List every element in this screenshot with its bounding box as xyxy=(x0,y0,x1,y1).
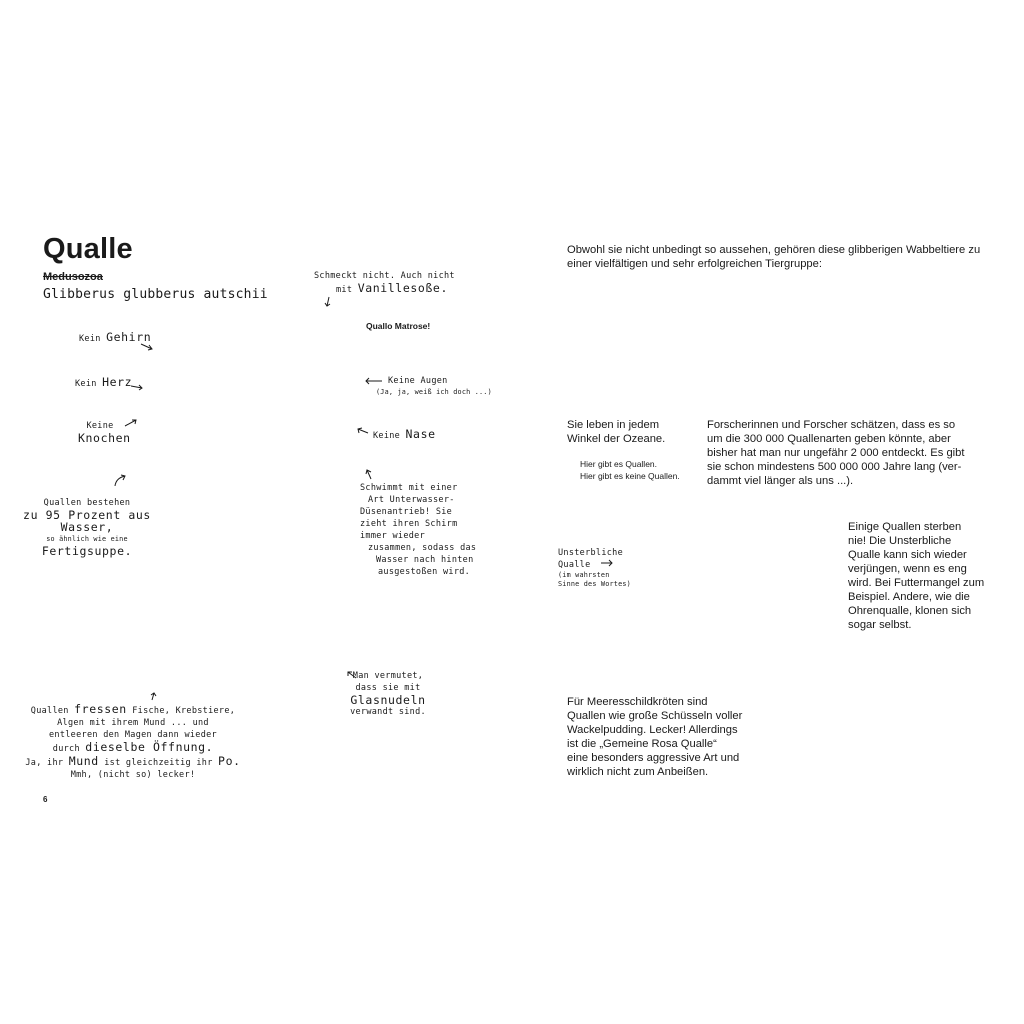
glass-noodle-fact xyxy=(345,670,431,718)
turtle-line: ist die „Gemeine Rosa Qualle“ xyxy=(567,738,717,750)
turtle-line: Quallen wie große Schüsseln voller xyxy=(567,710,743,722)
eating-emphasis: fressen xyxy=(74,702,127,716)
immortal-label-line: Qualle xyxy=(558,560,591,570)
immortal-label xyxy=(558,547,631,589)
turtle-line: wirklich nicht zum Anbeißen. xyxy=(567,766,709,778)
research-line: Forscherinnen und Forscher schätzen, dass es so xyxy=(707,419,956,431)
eating-line: Mmh, (nicht so) lecker! xyxy=(70,770,196,780)
immortal-label-note: Sinne des Wortes) xyxy=(558,580,631,588)
label-keine-nase xyxy=(373,428,436,442)
eating-text: Fische, Krebstiere, xyxy=(132,706,236,716)
turtle-line: eine besonders aggressive Art und xyxy=(567,752,740,764)
eating-fact xyxy=(24,703,242,781)
research-line: dammt viel länger als uns ...). xyxy=(707,475,854,487)
eating-line: entleeren den Magen dann wieder xyxy=(49,730,217,740)
ocean-line: Sie leben in jedem xyxy=(567,419,660,431)
swim-line: zieht ihren Schirm xyxy=(360,519,458,529)
water-line: so ähnlich wie eine xyxy=(46,535,128,543)
immortal-label-note: (im wahrsten xyxy=(558,571,610,579)
label-emphasis: Knochen xyxy=(78,431,131,445)
eating-text: ist gleichzeitig ihr xyxy=(104,758,213,768)
water-line: Fertigsuppe. xyxy=(41,544,133,558)
label-keine-knochen xyxy=(78,420,131,445)
arrow-icon xyxy=(356,426,370,436)
turtle-paragraph xyxy=(567,695,742,779)
label-text: Kein xyxy=(75,379,97,389)
taste-text: mit xyxy=(336,285,353,295)
eating-text: Quallen xyxy=(30,706,69,716)
arrow-icon xyxy=(124,418,138,428)
immortal-label-line: Unsterbliche xyxy=(558,548,624,558)
taste-line: Schmeckt nicht. Auch nicht xyxy=(314,271,455,281)
taste-emphasis: Vanillesoße. xyxy=(357,281,448,295)
page-number: 6 xyxy=(43,795,48,804)
immortal-line: Ohrenqualle, klonen sich xyxy=(848,605,972,617)
arrow-icon xyxy=(324,296,332,308)
immortal-line: Qualle kann sich wieder xyxy=(848,549,967,561)
sailor-caption: Quallo Matrose! xyxy=(366,321,431,331)
label-text: Keine xyxy=(373,431,401,441)
taste-note xyxy=(314,270,455,296)
eating-text: durch xyxy=(52,744,80,754)
eating-line xyxy=(24,755,242,769)
noodle-line: Man vermutet, xyxy=(352,671,424,681)
immortal-line: Beispiel. Andere, wie die xyxy=(848,591,970,603)
label-text: Keine xyxy=(86,421,114,431)
research-line: sie schon mindestens 500 000 000 Jahre lang (ver- xyxy=(707,461,962,473)
label-augen-note: (Ja, ja, weiß ich doch ...) xyxy=(376,388,492,396)
immortal-line: verjüngen, wenn es eng xyxy=(848,563,967,575)
arrow-icon xyxy=(113,474,127,488)
water-line: Wasser, xyxy=(60,520,114,534)
immortal-line: wird. Bei Futtermangel zum xyxy=(848,577,985,589)
caption-without-jellyfish: Hier gibt es keine Quallen. xyxy=(580,471,680,481)
eating-emphasis: Po. xyxy=(218,754,241,768)
swim-line: Düsenantrieb! Sie xyxy=(360,507,453,517)
arrow-icon xyxy=(130,383,144,391)
map-captions xyxy=(580,458,680,482)
noodle-line: dass sie mit xyxy=(355,683,421,693)
label-emphasis: Gehirn xyxy=(106,330,152,344)
joke-scientific-name: Glibberus glubberus autschii xyxy=(43,287,268,302)
swim-line: Schwimmt mit einer xyxy=(360,483,458,493)
swim-line: ausgestoßen wird. xyxy=(378,567,471,577)
arrow-icon xyxy=(140,342,154,352)
immortal-line: nie! Die Unsterbliche xyxy=(848,535,952,547)
water-fact xyxy=(22,497,152,557)
eating-line xyxy=(24,703,242,717)
label-kein-herz xyxy=(75,376,132,390)
intro-paragraph: Obwohl sie nicht unbedingt so aussehen, gehören diese glibberigen Wabbeltiere zu einer vielfältigen und sehr erfolgreichen Tiergruppe: xyxy=(567,244,981,270)
arrow-icon xyxy=(364,377,384,385)
eating-line: Algen mit ihrem Mund ... und xyxy=(57,718,209,728)
swim-fact xyxy=(360,482,490,578)
eating-emphasis: Mund xyxy=(68,754,99,768)
label-keine-augen: Keine Augen xyxy=(388,376,448,386)
arrow-icon xyxy=(600,559,614,567)
eating-text: Ja, ihr xyxy=(25,758,64,768)
ocean-fact xyxy=(567,418,665,446)
immortal-paragraph xyxy=(848,520,984,632)
swim-line: Art Unterwasser- xyxy=(368,495,455,505)
turtle-line: Wackelpudding. Lecker! Allerdings xyxy=(567,724,738,736)
immortal-line: sogar selbst. xyxy=(848,619,912,631)
ocean-line: Winkel der Ozeane. xyxy=(567,433,666,445)
water-line: zu 95 Prozent aus xyxy=(23,508,151,522)
taste-line xyxy=(314,282,455,296)
research-line: bisher hat man nur ungefähr 2 000 entdeckt. Es gibt xyxy=(707,447,965,459)
research-line: um die 300 000 Quallenarten geben könnte, aber xyxy=(707,433,951,445)
swim-line: zusammen, sodass das xyxy=(368,543,477,553)
swim-line: immer wieder xyxy=(360,531,426,541)
swim-line: Wasser nach hinten xyxy=(376,555,474,565)
label-emphasis: Herz xyxy=(102,375,133,389)
immortal-line: Einige Quallen sterben xyxy=(848,521,962,533)
label-emphasis: Nase xyxy=(405,427,436,441)
noodle-line: Glasnudeln xyxy=(350,693,426,707)
eating-emphasis: dieselbe Öffnung. xyxy=(85,740,214,754)
arrow-icon xyxy=(364,468,374,480)
water-line: Quallen bestehen xyxy=(43,498,131,508)
turtle-line: Für Meeresschildkröten sind xyxy=(567,696,708,708)
page-title: Qualle xyxy=(43,233,133,265)
caption-with-jellyfish: Hier gibt es Quallen. xyxy=(580,459,658,469)
arrow-icon xyxy=(148,691,158,701)
eating-line xyxy=(24,741,242,755)
noodle-line: verwandt sind. xyxy=(350,707,426,717)
research-paragraph xyxy=(707,418,964,488)
scientific-name-struck: Medusozoa xyxy=(43,271,103,283)
label-text: Kein xyxy=(79,334,101,344)
